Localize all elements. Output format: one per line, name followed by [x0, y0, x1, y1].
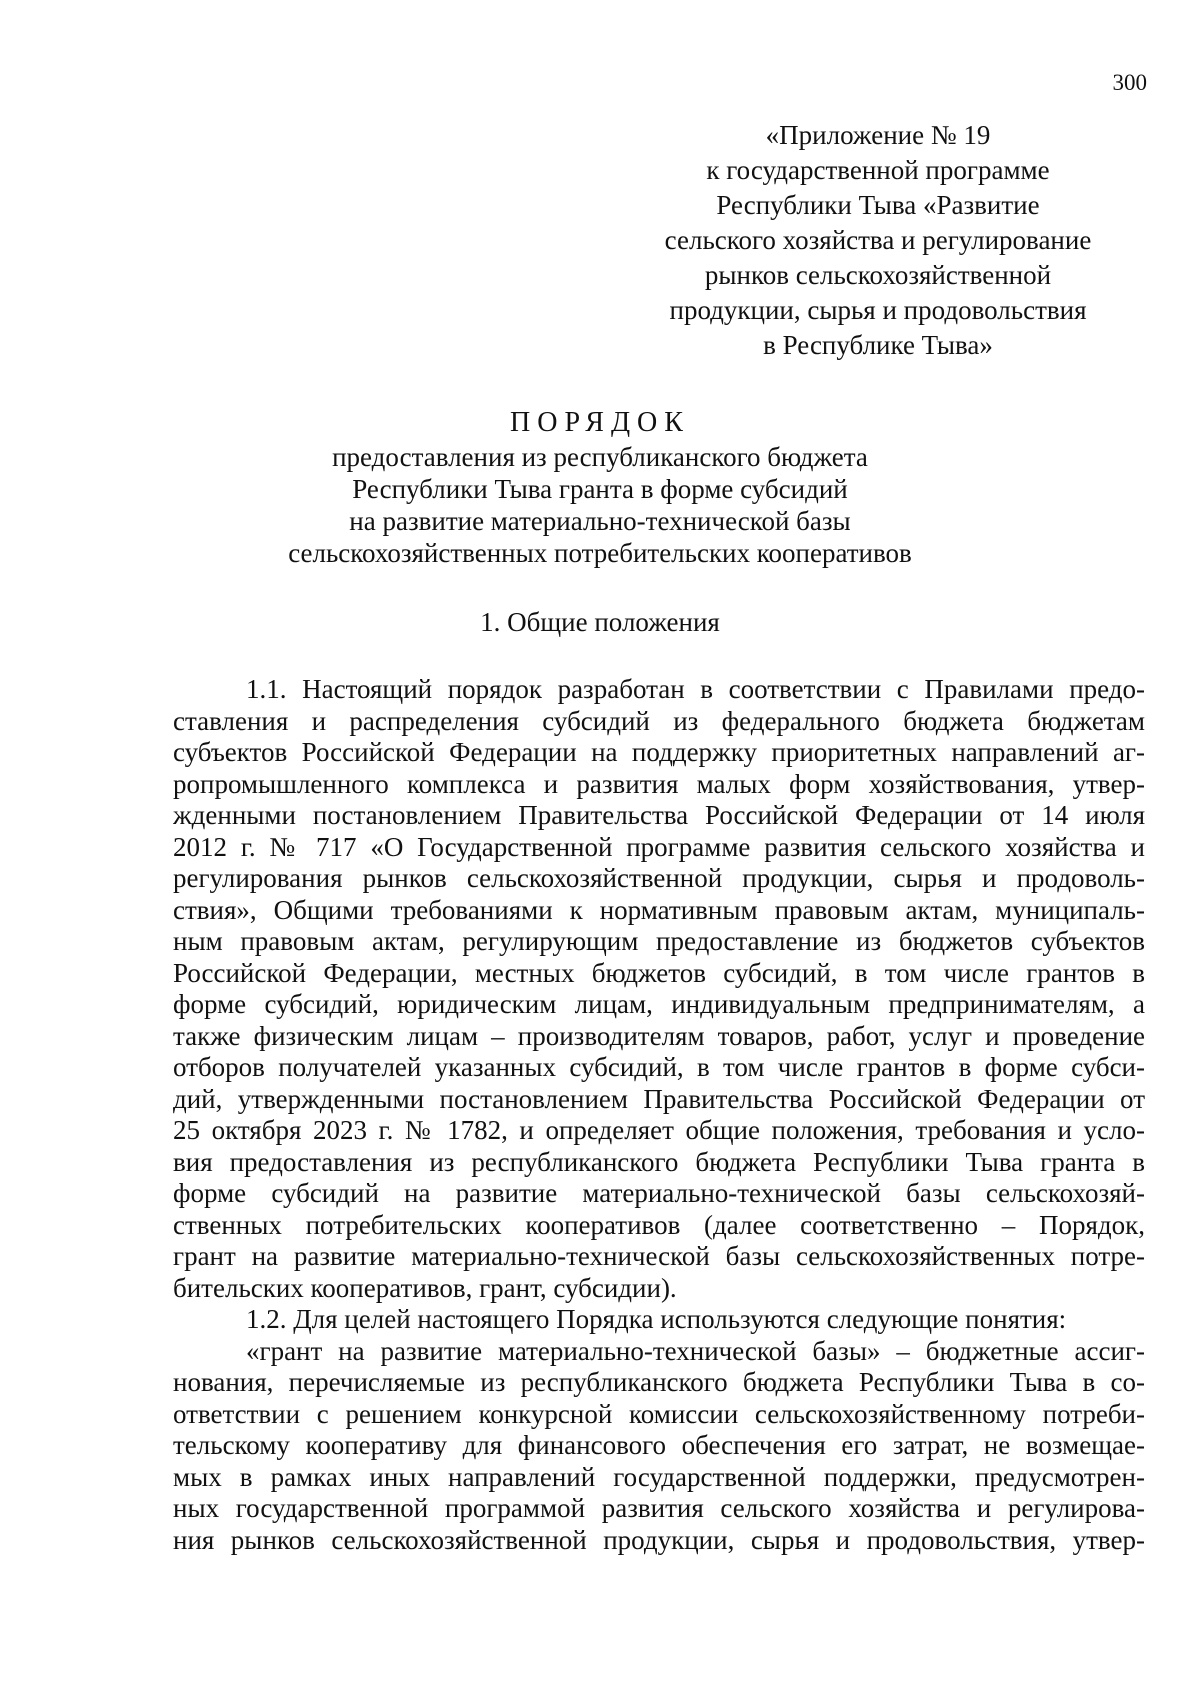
subtitle-line: предоставления из республиканского бюджета	[332, 442, 868, 472]
subtitle-line: на развитие материально-технической базы	[349, 506, 851, 536]
paragraph-line: мых в рамках иных направлений государственной поддержки, предусмотрен-	[173, 1461, 1145, 1492]
paragraph-line: 1.1. Настоящий порядок разработан в соответствии с Правилами предо-	[246, 674, 1145, 704]
paragraph-line: также физическим лицам – производителям товаров, работ, услуг и проведение	[173, 1020, 1145, 1051]
paragraph-line: ных государственной программой развития сельского хозяйства и регулирова-	[173, 1493, 1145, 1523]
paragraph-line: Российской Федерации, местных бюджетов субсидий, в том числе грантов в	[173, 957, 1145, 988]
paragraph-line: субъектов Российской Федерации на поддержку приоритетных направлений аг-	[173, 737, 1145, 767]
appendix-line: в Республике Тыва»	[763, 330, 993, 360]
paragraph-line: 25 октября 2023 г. № 1782, и определяет общие положения, требования и усло-	[173, 1115, 1145, 1145]
appendix-line: Республики Тыва «Развитие	[716, 190, 1040, 220]
paragraph-line: 2012 г. № 717 «О Государственной программе развития сельского хозяйства и	[173, 831, 1145, 862]
paragraph-line: ропромышленного комплекса и развития малых форм хозяйствования, утвер-	[173, 768, 1145, 799]
subtitle-line: сельскохозяйственных потребительских кооперативов	[288, 538, 912, 568]
appendix-line: сельского хозяйства и регулирование	[664, 225, 1092, 255]
paragraph-line: ставления и распределения субсидий из федерального бюджета бюджетам	[173, 705, 1145, 736]
subtitle-line: Республики Тыва гранта в форме субсидий	[352, 474, 848, 504]
paragraph-line: тельскому кооперативу для финансового обеспечения его затрат, не возмещае-	[173, 1430, 1145, 1460]
paragraph-line: 1.2. Для целей настоящего Порядка используются следующие понятия:	[246, 1304, 1067, 1334]
paragraph-line: дий, утвержденными постановлением Правительства Российской Федерации от	[173, 1083, 1145, 1114]
paragraph-line: «грант на развитие материально-технической базы» – бюджетные ассиг-	[246, 1335, 1145, 1366]
appendix-block	[638, 118, 1118, 363]
appendix-line: «Приложение № 19	[765, 120, 991, 150]
paragraph-line: форме субсидий, юридическим лицам, индивидуальным предпринимателям, а	[173, 989, 1145, 1019]
appendix-line: продукции, сырья и продовольствия	[669, 295, 1087, 325]
body-text	[173, 674, 1145, 1556]
paragraph-line: ния рынков сельскохозяйственной продукции, сырья и продовольствия, утвер-	[173, 1524, 1145, 1555]
appendix-line: рынков сельскохозяйственной	[704, 260, 1052, 290]
paragraph-line: отборов получателей указанных субсидий, в том числе грантов в форме субси-	[173, 1052, 1145, 1082]
paragraph-line: жденными постановлением Правительства Российской Федерации от 14 июля	[173, 800, 1145, 830]
appendix-line: к государственной программе	[706, 155, 1050, 185]
paragraph-line: ственных потребительских кооперативов (далее соответственно – Порядок,	[173, 1209, 1145, 1240]
paragraph-line: вия предоставления из республиканского бюджета Республики Тыва гранта в	[173, 1146, 1145, 1177]
paragraph-line: нования, перечисляемые из республиканского бюджета Республики Тыва в со-	[173, 1367, 1145, 1397]
paragraph-line: форме субсидий на развитие материально-технической базы сельскохозяй-	[173, 1178, 1145, 1208]
paragraph-line: ответствии с решением конкурсной комиссии сельскохозяйственному потреби-	[173, 1398, 1145, 1429]
paragraph-line: грант на развитие материально-технической базы сельскохозяйственных потре-	[173, 1241, 1145, 1271]
paragraph-line: регулирования рынков сельскохозяйственной продукции, сырья и продоволь-	[173, 863, 1145, 893]
paragraph-line: бительских кооперативов, грант, субсидии).	[173, 1272, 677, 1303]
page-number: 300	[1112, 70, 1147, 95]
paragraph-line: ствия», Общими требованиями к нормативным правовым актам, муниципаль-	[173, 894, 1145, 925]
document-subtitle	[0, 441, 1200, 569]
section-heading: 1. Общие положения	[480, 607, 720, 637]
document-title: ПОРЯДОК	[510, 407, 690, 438]
paragraph-line: ным правовым актам, регулирующим предоставление из бюджетов субъектов	[173, 926, 1145, 956]
